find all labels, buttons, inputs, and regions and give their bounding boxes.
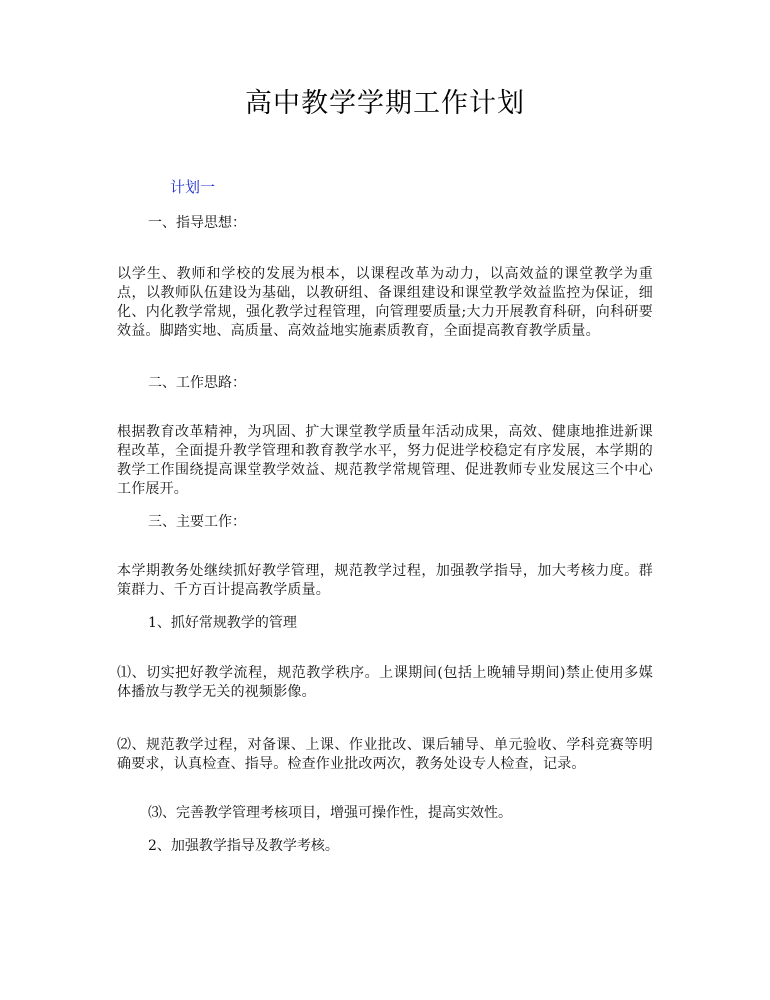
paragraph-work-approach: 根据教育改革精神，为巩固、扩大课堂教学质量年活动成果，高效、健康地推进新课程改革，全面提升教学管理和教育教学水平，努力促进学校稳定有序发展，本学期的教学工作围绕提高课堂教学效益、规范教学常规管理、促进教师专业发展这三个中心工作展开。 [117,424,653,497]
point-standardize-process: ⑵、规范教学过程，对备课、上课、作业批改、课后辅导、单元验收、学科竞赛等明确要求，认真检查、指导。检查作业批改两次，教务处设专人检查，记录。 [117,737,653,772]
section-heading-guiding-ideology: 一、指导思想： [148,215,246,231]
document-title: 高中教学学期工作计划 [245,88,525,119]
paragraph-guiding-ideology: 以学生、教师和学校的发展为根本，以课程改革为动力，以高效益的课堂教学为重点，以教师队伍建设为基础，以教研组、备课组建设和课堂教学效益监控为保证，细化、内化教学常规，强化教学过程管理，向管理要质量;大力开展教育科研，向科研要效益。脚踏实地、高质量、高效益地实施素质教育，全面提高教育教学质量。 [117,266,653,339]
point-assessment-items: ⑶、完善教学管理考核项目，增强可操作性，提高实效性。 [148,805,512,821]
section-heading-work-approach: 二、工作思路： [148,375,246,391]
subheading-guidance-assessment: 2、加强教学指导及教学考核。 [148,838,339,854]
plan-label: 计划一 [170,178,216,196]
paragraph-main-work: 本学期教务处继续抓好教学管理，规范教学过程，加强教学指导，加大考核力度。群策群力、千方百计提高教学质量。 [117,563,653,598]
subheading-routine-management: 1、抓好常规教学的管理 [148,615,297,631]
point-teaching-process: ⑴、切实把好教学流程，规范教学秩序。上课期间(包括上晚辅导期间)禁止使用多媒体播放与教学无关的视频影像。 [117,665,653,700]
section-heading-main-work: 三、主要工作： [148,514,246,530]
